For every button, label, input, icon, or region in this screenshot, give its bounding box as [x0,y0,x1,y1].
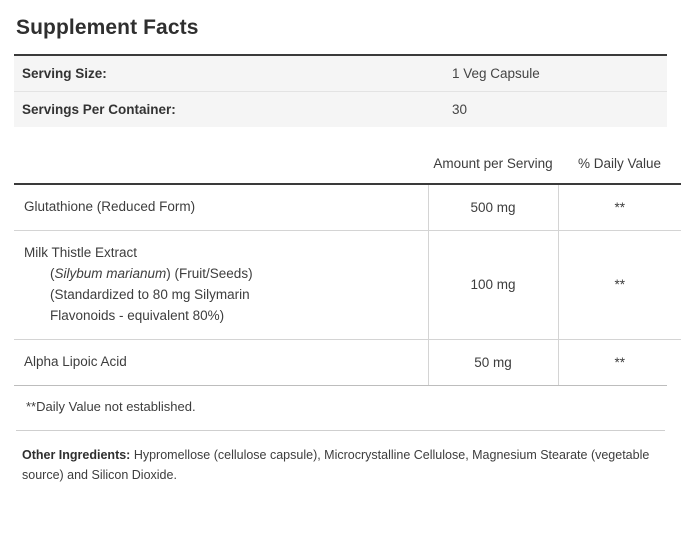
table-row [14,339,681,384]
nutrient-name: Milk Thistle Extract [24,245,138,261]
other-ingredients-text: Hypromellose (cellulose capsule), Microcrystalline Cellulose, Magnesium Stearate (vegetable source) and Silicon Dioxide. [22,447,650,483]
nutrient-amount: 50 mg [428,339,558,384]
servings-per-container-value: 30 [438,92,667,128]
header-spacer [14,147,428,184]
page-title: Supplement Facts [16,16,199,39]
serving-info-table [14,56,667,127]
serving-size-value: 1 Veg Capsule [438,56,667,92]
nutrient-amount: 500 mg [428,184,558,230]
table-row [14,56,667,92]
section-spacer [14,127,667,147]
nutrient-facts-table [14,147,681,385]
nutrient-subline-2: (Standardized to 80 mg Silymarin [50,286,250,302]
nutrient-name: Alpha Lipoic Acid [14,339,428,384]
nutrient-subline-3: Flavonoids - equivalent 80%) [50,307,225,323]
nutrient-amount: 100 mg [428,231,558,340]
nutrient-name-block [14,231,428,340]
nutrient-daily-value: ** [558,184,681,230]
table-row [14,231,681,340]
serving-size-label: Serving Size: [14,56,438,92]
nutrient-subline-1: (Silybum marianum) (Fruit/Seeds) [50,266,253,282]
other-ingredients-label: Other Ingredients: [22,447,131,462]
header-amount-per-serving: Amount per Serving [433,156,553,171]
daily-value-footnote: **Daily Value not established. [26,398,196,414]
nutrient-latin-name: Silybum marianum [54,266,167,282]
table-row [14,92,667,128]
nutrient-daily-value: ** [558,231,681,340]
servings-per-container-label: Servings Per Container: [14,92,438,128]
nutrient-name: Glutathione (Reduced Form) [14,184,428,230]
table-header-row [14,147,681,184]
header-percent-daily-value: % Daily Value [577,156,662,171]
table-row [14,184,681,230]
nutrient-daily-value: ** [558,339,681,384]
other-ingredients [14,431,667,486]
